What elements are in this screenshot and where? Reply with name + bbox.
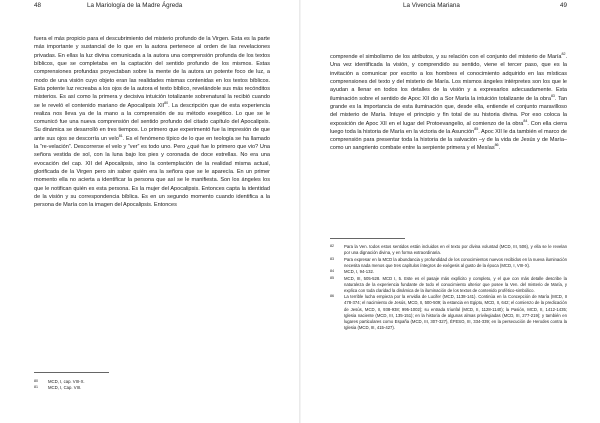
footnote-number: 82 bbox=[330, 244, 334, 248]
right-paragraph: comprende el simbolismo de los atributos, y su relación con el conjunto del misterio de María$^{82}$. Una vez identificada la visión, y comprendido su sentido, viene el tercer paso, que es la invitación a comunicar por escrito a los hombres el conocimiento adquirido en las místicas comprensiones del texto y del misterio de María. Los mismos ángeles intérpretes son los que le ayudan a llenar en todos los detalles de la visión y a expresarlos adecuadamente. Esta iluminación sobre el sentido de Apoc XII dio a Sor María la intuición totalizante de la obra$^{83}$. Tan grande es la importancia de esta iluminación que, desde ella, entiende el conjunto maravilloso del misterio de María. Intuye el principio y fin total de su historia divina. Por eso coloca la exposición de Apoc XII en el lugar del Protoevangelio, al comienzo de la obra$^{84}$. Con ella cierra luego toda la historia de María en la victoria de la Asunción$^{85}$. Apoc XII le da también el marco de comprensión para presentar toda la historia de la salvación –y de la vida de Jesús y de María– como un sangriento combate entre la serpiente primera y el Mesías$^{86}$. bbox=[330, 52, 567, 152]
footnote-ref: 80 bbox=[164, 100, 169, 105]
right-page-number: 49 bbox=[559, 2, 567, 9]
footnote bbox=[330, 294, 567, 331]
footnote-number: 84 bbox=[330, 269, 334, 274]
footnote bbox=[330, 244, 567, 256]
footnote-number: 86 bbox=[330, 294, 334, 299]
right-page-header bbox=[300, 2, 600, 12]
right-body-text bbox=[330, 53, 567, 153]
footnote-text: MCD, I, Cap. VIII. bbox=[48, 385, 82, 391]
footnote-text: Para expresar en la MCD la abundancia y profundidad de los conocimientos nuevos recibidos en la nueva iluminación necesita nada menos que tres capítulos íntegros de exégesis al gusto de la época (MCD, I, VIII-X). bbox=[344, 256, 567, 268]
footnote bbox=[34, 385, 270, 391]
footnote bbox=[330, 257, 567, 269]
footnote-text: La terrible lucha empieza por la envidia de Lucifer (MCD, 1138-141). Continúa en la Concepción de María (MCD, II 478-374; el nacimiento de Jesús, MCD, II, 500-509; la estancia en Egipto, MCD, II, 642; el comienzo de la predicación de Jesús, MCD, II, 938-938; 995-1002); su entrada triunfal (MCD, II, 1128-1140); la Pasión, MCD, II, 1412-1435; Iglesia naciente (MCD, III, 135-151); en la historia de algunas almas privilegiadas (MCD, III, 277-219); y también en lugares particulares como España (MCD, III, 307-327), ÉFESO, III, 334-339; en la persecución de Herodes contra la Iglesia (MCD, III, 415-427). bbox=[344, 294, 567, 330]
left-page-number: 48 bbox=[34, 2, 42, 9]
footnote bbox=[330, 269, 567, 275]
footnote bbox=[330, 276, 567, 294]
footnote-ref: 81 bbox=[118, 133, 123, 138]
footnote-rule bbox=[330, 238, 405, 239]
footnote-text: MCD, I, cap. VIII-X. bbox=[48, 379, 85, 384]
footnote-number: 83 bbox=[330, 256, 334, 261]
footnote-ref: 83 bbox=[550, 93, 555, 98]
footnote bbox=[34, 379, 270, 385]
left-body-text bbox=[34, 35, 270, 210]
right-running-title: La Vivencia Mariana bbox=[403, 2, 460, 9]
footnote-number: 80 bbox=[34, 379, 38, 383]
footnote-ref: 85 bbox=[474, 126, 479, 131]
footnote-ref: 86 bbox=[494, 143, 499, 148]
footnote-text: Para la Ven. todos estos sentidos están incluidos en el texto por divina voluntad (MCD, III, 506), y ella se le revelan por una dignación divina, y en forma extraordinaria. bbox=[344, 244, 567, 256]
footnote-text: MCD, III, 505-528. MCD I, 5. Este es el pasaje más explícito y completo, y el que con más detalle describe la naturaleza de la experiencia fundante de todo el conocimiento ulterior que posee la Ven. del misterio de María, y explica con toda claridad la dinámica de la iluminación de los textos de contenido profético-simbólico. bbox=[344, 275, 567, 293]
left-paragraph: fuera el más propicio para el descubrimiento del misterio profundo de la Virgen. Esta es la parte más importante y sustancial de lo que en la autora pertenece al orden de las revelaciones privadas. En ellas la luz divina comunicada a la autora una comprensión profunda de los textos bíblicos, que se completaba en la captación del sentido profundo de los mismos. Estas comprensiones profundas proyectaban sobre la mente de la autora un potente foco de luz, a modo de una visión cuyo objeto eran las realidades mismas contenidas en los textos bíblicos. Esta potente luz recreaba a los ojos de la autora el texto bíblico, revelándole sus más recónditos misterios. Es así como la primera y decisiva intuición totalizante sobrenatural la recibió cuando se le reveló el contenido mariano de Apocalipsis XII$^{80}$. La descripción que de esta experiencia realiza nos lleva ya de la mano a la comprensión de su método exegético. Lo que se le comunicó fue una nueva comprensión del sentido profundo del citado capítulo del Apocalipsis. Su dinámica se desarrolló en tres tiempos. Lo primero que experimentó fue la impresión de que ante sus ojos se descorría un velo$^{81}$. Es el fenómeno típico de lo que en teología se ha llamado la “re-velación”. Descorrerse el velo y “ver” es todo uno. Pero ¿qué fue lo primero que vio? Una señora vestida de sol, con la luna bajo los pies y coronada de doce estrellas. No era una evocación del cap. XII del Apocalipsis, sino la contemplación de la realidad misma actual, glorificada de la Virgen pero sin saber quién era la señora que se le aparecía. En un primer momento ella no acierta a identificar la persona que así se le manifiesta. Son los ángeles los que le notifican quién es esta persona. Es la mujer del Apocalipsis. Entonces capta la identidad de la visión y su correspondencia bíblica. Es en un segundo momento cuando identifica a la persona de María con la imagen del Apocalipsis. Entonces bbox=[34, 36, 270, 209]
left-footnotes bbox=[34, 379, 270, 392]
left-page-header bbox=[0, 2, 300, 12]
footnote-text: MCD, I, 94-132. bbox=[344, 269, 374, 275]
footnote-number: 81 bbox=[34, 385, 38, 390]
footnote-ref: 82 bbox=[561, 52, 566, 57]
footnote-rule bbox=[34, 372, 109, 373]
footnote-number: 85 bbox=[330, 275, 334, 280]
left-running-title: La Mariología de la Madre Ágreda bbox=[87, 2, 183, 9]
footnote-ref: 84 bbox=[523, 118, 528, 123]
right-footnotes bbox=[330, 244, 567, 331]
right-page bbox=[300, 0, 600, 423]
